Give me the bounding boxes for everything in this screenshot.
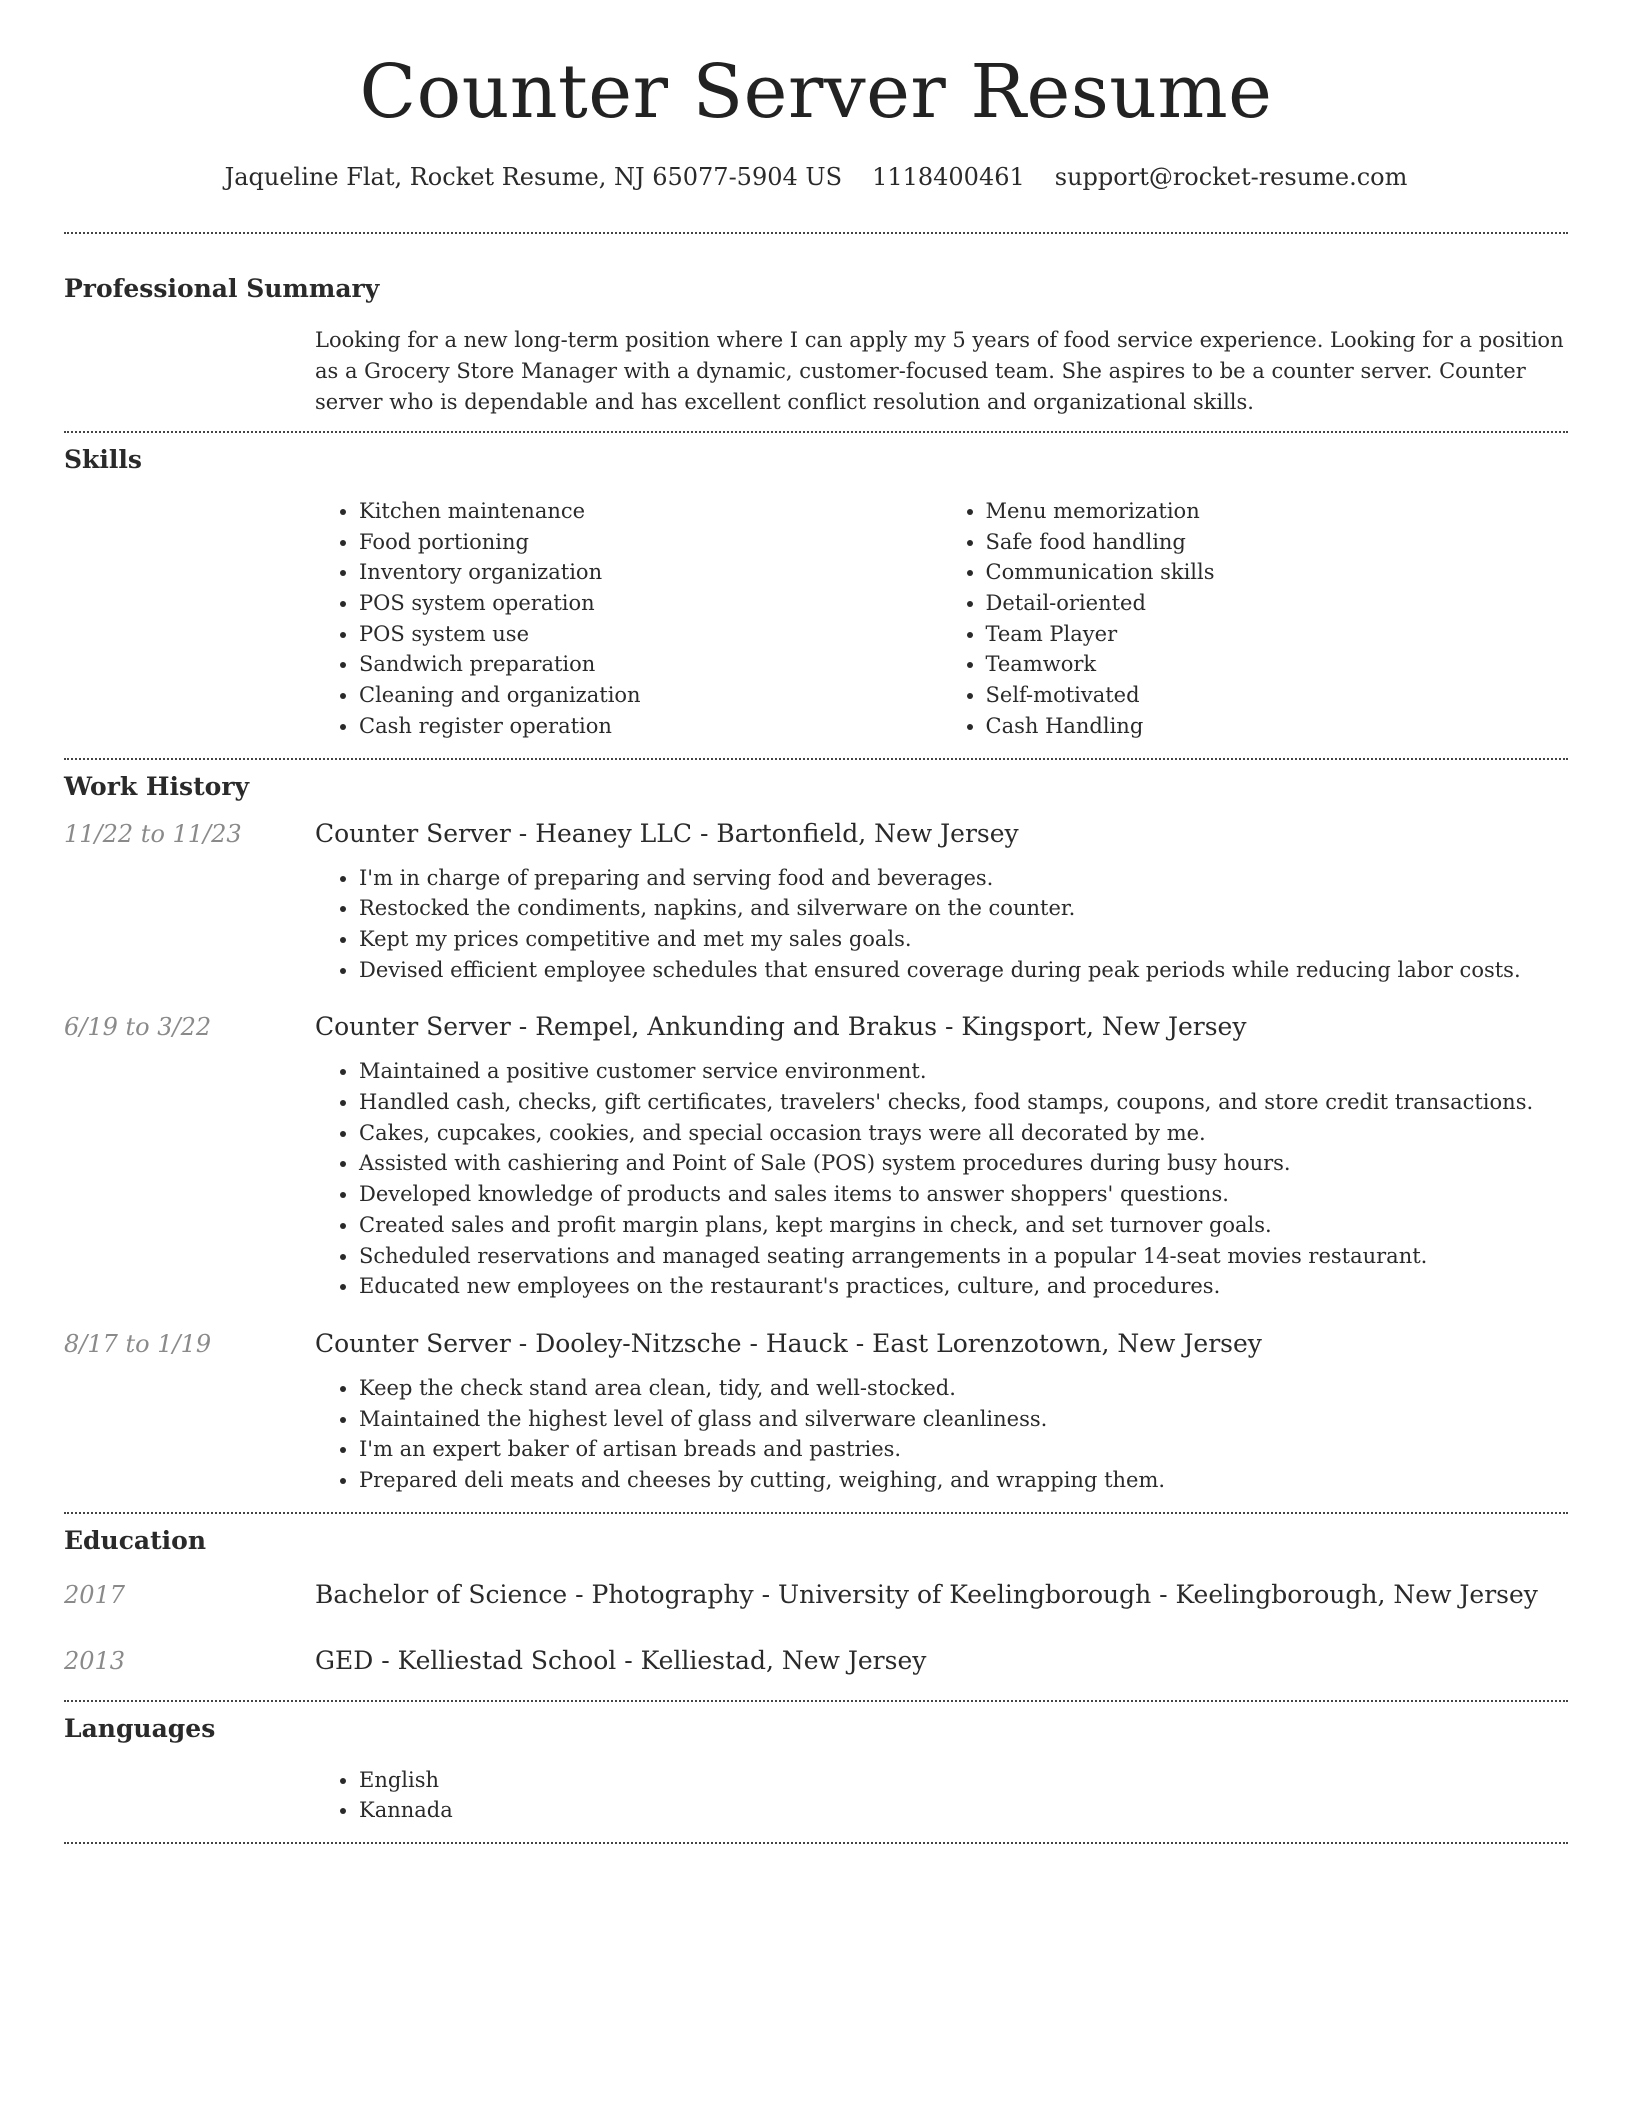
job-bullet: • Kept my prices competitive and met my sales goals. [359,924,1568,955]
job-bullets [315,1056,1568,1302]
job-bullet: • Maintained the highest level of glass and silverware cleanliness. [359,1404,1568,1435]
job-bullet: • Created sales and profit margin plans, kept margins in check, and set turnover goals. [359,1210,1568,1241]
skill-item: • Teamwork [986,649,1569,680]
job-entry [64,1012,1568,1302]
section-divider [64,1512,1568,1514]
skill-item: • POS system use [359,619,942,650]
job-bullet: • Maintained a positive customer service environment. [359,1056,1568,1087]
job-heading: Counter Server - Dooley-Nitzsche - Hauck - East Lorenzotown, New Jersey [315,1328,1262,1358]
job-heading: Counter Server - Heaney LLC - Bartonfield, New Jersey [315,818,1019,848]
education-year: 2017 [64,1580,126,1609]
section-divider [64,1700,1568,1702]
education-title: Education [64,1525,207,1555]
skill-item: • Communication skills [986,557,1569,588]
skill-item: • Menu memorization [986,496,1569,527]
education-heading: GED - Kelliestad School - Kelliestad, New Jersey [315,1645,927,1675]
summary-text: Looking for a new long-term position where I can apply my 5 years of food service experience. Looking for a position as a Grocery Store Manager with a dynamic, customer-focused team. She aspires to be a counter server. Counter server who is dependable and has excellent conflict resolution and organizational skills. [315,327,1564,414]
language-item: • Kannada [359,1795,1568,1826]
contact-email: support@rocket-resume.com [1054,163,1408,192]
skill-item: • Self-motivated [986,680,1569,711]
skill-item: • Cash Handling [986,711,1569,742]
job-heading: Counter Server - Rempel, Ankunding and Brakus - Kingsport, New Jersey [315,1012,1247,1042]
skill-item: • Detail-oriented [986,588,1569,619]
languages-title: Languages [64,1713,216,1743]
skills-list-left [315,496,942,742]
summary-title: Professional Summary [64,273,380,303]
skill-item: • POS system operation [359,588,942,619]
job-dates: 6/19 to 3/22 [64,1013,212,1042]
job-bullet: • Cakes, cupcakes, cookies, and special occasion trays were all decorated by me. [359,1118,1568,1149]
skill-item: • Food portioning [359,527,942,558]
job-bullet: • I'm an expert baker of artisan breads and pastries. [359,1434,1568,1465]
job-dates: 8/17 to 1/19 [64,1329,212,1358]
job-bullet: • Keep the check stand area clean, tidy, and well-stocked. [359,1373,1568,1404]
skill-item: • Kitchen maintenance [359,496,942,527]
education-section [64,1526,1568,1675]
job-bullets [315,1373,1568,1496]
education-year: 2013 [64,1646,126,1675]
section-divider [64,1842,1568,1844]
job-bullet: • Handled cash, checks, gift certificates, travelers' checks, food stamps, coupons, and store credit transactions. [359,1087,1568,1118]
job-bullets [315,863,1568,986]
resume-title: Counter Server Resume [359,49,1273,135]
job-bullet: • Restocked the condiments, napkins, and silverware on the counter. [359,893,1568,924]
skill-item: • Inventory organization [359,557,942,588]
section-divider [64,431,1568,433]
skill-item: • Team Player [986,619,1569,650]
contact-address: Jaqueline Flat, Rocket Resume, NJ 65077-5904 US [224,163,843,192]
job-bullet: • Scheduled reservations and managed seating arrangements in a popular 14-seat movies restaurant. [359,1241,1568,1272]
job-bullet: • Devised efficient employee schedules that ensured coverage during peak periods while reducing labor costs. [359,955,1568,986]
section-divider [64,232,1568,234]
summary-section [64,274,1568,418]
education-heading: Bachelor of Science - Photography - University of Keelingborough - Keelingborough, New Jersey [315,1579,1538,1609]
language-item: • English [359,1765,1568,1796]
skill-item: • Cash register operation [359,711,942,742]
skill-item: • Safe food handling [986,527,1569,558]
job-entry [64,1329,1568,1496]
contact-phone: 1118400461 [872,163,1025,192]
job-bullet: • Prepared deli meats and cheeses by cutting, weighing, and wrapping them. [359,1465,1568,1496]
languages-list [315,1765,1568,1826]
job-entry [64,819,1568,986]
job-bullet: • Assisted with cashiering and Point of Sale (POS) system procedures during busy hours. [359,1148,1568,1179]
skill-item: • Sandwich preparation [359,649,942,680]
education-entry [64,1646,1568,1675]
skills-section [64,445,1568,742]
skills-title: Skills [64,444,142,474]
job-bullet: • Educated new employees on the restaurant's practices, culture, and procedures. [359,1271,1568,1302]
work-section [64,772,1568,1496]
resume-page [64,0,1568,1844]
job-bullet: • I'm in charge of preparing and serving food and beverages. [359,863,1568,894]
contact-line [64,163,1568,192]
job-bullet: • Developed knowledge of products and sales items to answer shoppers' questions. [359,1179,1568,1210]
section-divider [64,758,1568,760]
job-dates: 11/22 to 11/23 [64,819,242,848]
languages-section [64,1714,1568,1826]
work-title: Work History [64,771,250,801]
education-entry [64,1580,1568,1609]
skill-item: • Cleaning and organization [359,680,942,711]
skills-list-right [942,496,1569,742]
